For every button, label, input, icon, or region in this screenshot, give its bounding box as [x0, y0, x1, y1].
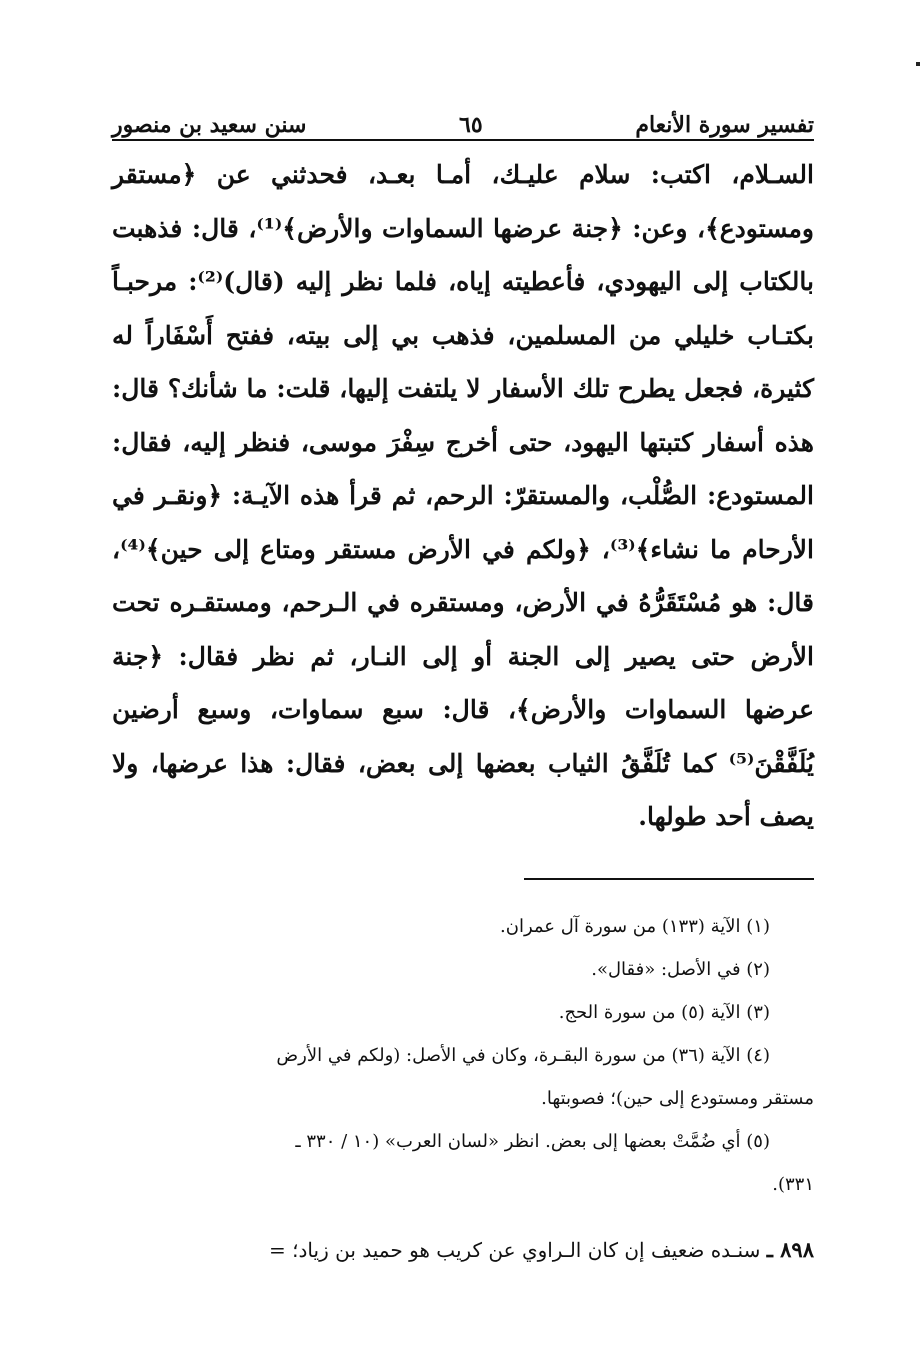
- scan-mark: [916, 62, 920, 66]
- hadith-number: ٨٩٨ ـ: [766, 1237, 814, 1262]
- footnote-rule: [524, 878, 814, 880]
- page-number: ٦٥: [459, 112, 483, 138]
- header-rule: [112, 139, 814, 141]
- footnote-5: (٥) أي ضُمَّتْ بعضها إلى بعض. انظر «لسان العرب» (١٠ / ٣٣٠ ـ: [295, 1131, 770, 1152]
- main-text: [112, 148, 814, 844]
- running-header: [112, 98, 814, 138]
- footnote-2: (٢) في الأصل: «فقال».: [591, 959, 770, 980]
- header-book-title: سنن سعيد بن منصور: [112, 112, 307, 138]
- footnote-1: (١) الآية (١٣٣) من سورة آل عمران.: [500, 916, 770, 937]
- hadith-note: سنـده ضعيف إن كان الـراوي عن كريب هو حميد بن زياد؛ =: [269, 1238, 761, 1262]
- footnote-4: (٤) الآية (٣٦) من سورة البقـرة، وكان في الأصل: (ولكم في الأرض: [276, 1045, 770, 1066]
- footnotes: [112, 905, 814, 1206]
- next-hadith-line: [90, 1228, 814, 1272]
- header-surah-title: تفسير سورة الأنعام: [635, 112, 814, 138]
- body-paragraph: السـلام، اكتب: سلام عليـك، أمـا بعـد، فحدثني عن ﴿مستقر ومستودع﴾، وعن: ﴿جنة عرضها السماوات والأرض﴾⁽¹⁾، قال: فذهبت بالكتاب إلى اليهودي، فأعطيته إياه، فلما نظر إليه (قال)⁽²⁾: مرحبـاً بكتـاب خليلي من المسلمين، فذهب بي إلى بيته، ففتح أَسْفَاراً له كثيرة، فجعل يطرح تلك الأسفار لا يلتفت إليها، قلت: ما شأنك؟ قال: هذه أسفار كتبتها اليهود، حتى أخرج سِفْرَ موسى، فنظر إليه، فقال: المستودع: الصُّلْب، والمستقرّ: الرحم، ثم قرأ هذه الآيـة: ﴿ونقـر في الأرحام ما نشاء﴾⁽³⁾، ﴿ولكم في الأرض مستقر ومتاع إلى حين﴾⁽⁴⁾، قال: هو مُسْتَقَرُّهُ في الأرض، ومستقره في الـرحم، ومستقـره تحت الأرض حتى يصير إلى الجنة أو إلى النـار، ثم نظر فقال: ﴿جنة عرضها السماوات والأرض﴾، قال: سبع سماوات، وسبع أرضين يُلَفَّقْنَ⁽⁵⁾ كما تُلَفَّقُ الثياب بعضها إلى بعض، فقال: هذا عرضها، ولا يصف أحد طولها.: [112, 160, 815, 831]
- footnote-5-continuation: ٣٣١).: [772, 1174, 814, 1195]
- footnote-3: (٣) الآية (٥) من سورة الحج.: [558, 1002, 770, 1023]
- footnote-4-continuation: مستقر ومستودع إلى حين)؛ فصوبتها.: [541, 1088, 814, 1109]
